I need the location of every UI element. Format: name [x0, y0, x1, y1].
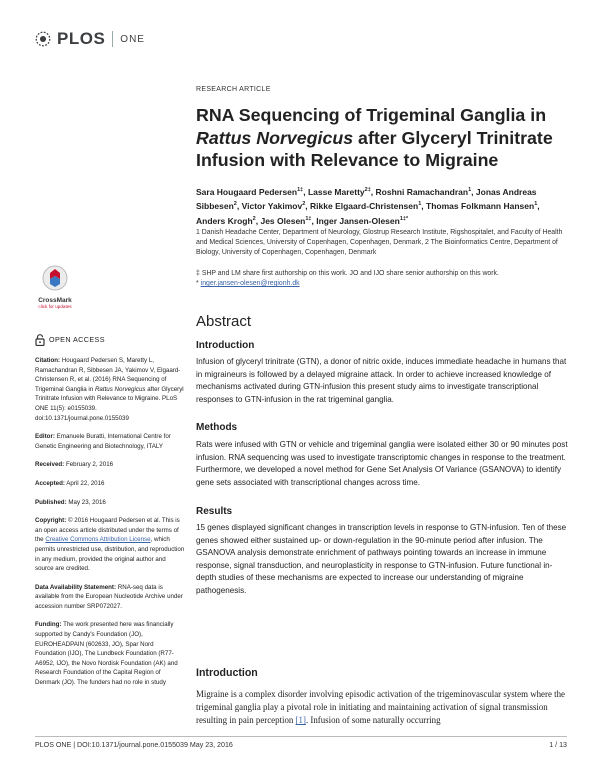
author-name [310, 201, 421, 211]
author-name-text: Lasse Maretty [307, 186, 365, 197]
author-name-text: Roshni Ramachandran [375, 186, 469, 197]
title-pre: RNA Sequencing of Trigeminal Ganglia in [196, 105, 547, 125]
author-name [196, 216, 256, 226]
intro-text-pre: Migraine is a complex disorder involving episodic activation of the trigeminovascular system where the trigeminal ganglia play a pivotal role in initiating and maintaining activation of signal transmission resulting in pain perception [196, 689, 565, 725]
published-label: Published: [35, 498, 67, 506]
author-name [260, 216, 311, 226]
citation-text-pre: Hougaard Pedersen S, Maretty L, Ramachandran R, Sibbesen JA, Yakimov V, Elgaard-Christensen R, et al. (2016) RNA Sequencing of Trigeminal Ganglia in [35, 357, 181, 393]
author-name [376, 187, 472, 197]
crossmark-badge[interactable] [35, 265, 75, 309]
open-access-label: OPEN ACCESS [49, 335, 105, 345]
abstract-introduction-text: Infusion of glyceryl trinitrate (GTN), a donor of nitric oxide, induces immediate headache in humans that in migraineurs is followed by a delayed migraine attack. In order to achieve increased knowledge of mechanisms activated during GTN-infusion this present study aims to investigate transcriptional responses to GTN-infusion in the rat trigeminal ganglia. [196, 357, 567, 404]
author-affiliation-marker: 1‡* [399, 215, 409, 222]
author-notes [196, 269, 568, 289]
plos-logo-icon [34, 30, 52, 48]
title-post: after Glyceryl Trinitrate Infusion with Relevance to Migraine [196, 127, 553, 170]
copyright-label: Copyright: [35, 517, 67, 525]
article-title [196, 104, 568, 172]
author-name-text: Inger Jansen-Olesen [316, 215, 400, 226]
footer-citation: PLOS ONE | DOI:10.1371/journal.pone.0155039 May 23, 2016 [35, 741, 233, 749]
journal-name: ONE [120, 33, 145, 45]
abstract-results-heading: Results [196, 506, 233, 517]
accepted-date: April 22, 2016 [64, 479, 105, 487]
author-name-text: Victor Yakimov [241, 201, 303, 212]
article-metadata-sidebar [35, 334, 185, 697]
crossmark-label: CrossMark [38, 297, 72, 304]
author-affiliation-marker: 1 [534, 201, 538, 208]
copyright-text-post: , which permits unrestricted use, distribution, and reproduction in any medium, provided the original author and source are credited. [35, 536, 185, 573]
citation-label: Citation: [35, 357, 61, 364]
plos-one-logo[interactable] [34, 29, 145, 49]
author-affiliation-marker: 2 [302, 201, 306, 208]
author-name [316, 216, 408, 226]
author-name [196, 187, 303, 197]
author-list: Sara Hougaard Pedersen$^{1\ddagger}$, Lasse Maretty$^{2\ddagger}$, Roshni Ramachandran$^1$, Jonas Andreas Sibbesen$^2$, Victor Yakimov$^2$, Rikke Elgaard-Christensen$^1$, Thomas Folkmann Hansen$^1$, Anders Krogh$^2$, Jes Olesen$^{1\ddagger}$, Inger Jansen-Olesen$^{1\ddagger*}$ [196, 186, 540, 226]
introduction-heading: Introduction [196, 667, 258, 679]
crossmark-sub: click for updates [38, 304, 72, 309]
received-block [35, 460, 185, 470]
abstract-methods-heading: Methods [196, 422, 238, 433]
abstract-introduction-heading: Introduction [196, 340, 255, 351]
author-name [242, 201, 306, 211]
published-block [35, 498, 185, 508]
editor-label: Editor: [35, 433, 55, 441]
accepted-label: Accepted: [35, 479, 65, 487]
open-lock-icon [35, 334, 45, 346]
accepted-block [35, 479, 185, 489]
author-name [308, 187, 371, 197]
author-affiliation-marker: 1‡ [305, 215, 312, 222]
author-affiliation-marker: 2‡ [364, 187, 371, 193]
author-affiliation-marker: 1 [468, 187, 472, 193]
citation-block [35, 356, 185, 423]
author-name-text: Rikke Elgaard-Christensen [310, 201, 419, 212]
reference-link-1[interactable]: [1] [295, 715, 306, 725]
editor-text: Emanuele Buratti, International Centre for Genetic Engineering and Biotechnology, ITALY [35, 433, 171, 450]
author-affiliation-marker: 1 [418, 201, 422, 208]
data-availability-label: Data Availability Statement: [35, 583, 117, 591]
citation-text-italic: Rattus Norvegicus [94, 385, 146, 393]
citation-text-post: after Glyceryl Trinitrate Infusion with Relevance to Migraine. PLoS ONE 11(5): e0155039. doi:10.1371/journal.pone.0155039 [35, 385, 184, 422]
abstract-methods-text: Rats were infused with GTN or vehicle and trigeminal ganglia were isolated either 30 or 90 minutes post infusion. RNA sequencing was used to investigate transcriptomic changes in response to the treatment. Furthermore, we developed a novel method for Gene Set Analysis Of Variance (GSANOVA) to identify gene sets associated with transcriptional changes across time. [196, 440, 568, 487]
abstract-results-text: 15 genes displayed significant changes in transcription levels in response to GTN-infusion. Ten of these genes showed either sustained up- or down-regulation in the 90-minute period after infusion. The GSANOVA analysis demonstrate enrichment of pathways pointing towards an increase in immune response, signal transduction, and neuroplasticity in response to GTN-infusion. Future functional in-depth studies of these mechanisms are expected to increase our understanding of migraine pathogenesis. [196, 523, 567, 595]
author-name [426, 201, 537, 211]
open-access-badge [35, 334, 185, 346]
author-affiliation-marker: 1‡ [297, 187, 304, 193]
article-type: RESEARCH ARTICLE [196, 86, 271, 93]
funding-label: Funding: [35, 621, 62, 629]
author-affiliation-marker: 2 [233, 201, 237, 208]
abstract-heading: Abstract [196, 313, 252, 330]
affiliations: 1 Danish Headache Center, Department of Neurology, Glostrup Research Institute, Rigshospitalet, and Faculty of Health and Medical Sciences, University of Copenhagen, Copenhagen, Denmark, 2 The Bioinformatics Centre, Department of Biology, University of Copenhagen, Copenhagen, Denmark [196, 229, 563, 256]
published-date: May 23, 2016 [66, 498, 106, 506]
author-name-text: Jes Olesen [260, 215, 306, 226]
author-name-text: Anders Krogh [196, 215, 253, 226]
logo-divider [112, 31, 113, 47]
shared-authorship-text: SHP and LM share first authorship on this work. JO and IJO share senior authorship on this work. [201, 270, 499, 277]
note-symbol-asterisk: * [196, 280, 199, 287]
page-number: 1 / 13 [549, 741, 567, 749]
author-name-text: Thomas Folkmann Hansen [426, 201, 535, 212]
funding-text: The work presented here was financially supported by Candy's Foundation (JO), EUROHEADPAIN (602633, JO), Spar Nord Foundation (IJO), The Lundbeck Foundation (R77-A6952, IJO), the Novo Nordisk Foundation (AK) and Research Foundation of the Capital Region of Denmark (JO). The funders had no role in study [35, 621, 178, 687]
received-label: Received: [35, 461, 65, 469]
crossmark-icon [42, 265, 68, 291]
corresponding-author-note [196, 279, 568, 289]
title-italic: Rattus Norvegicus [196, 127, 354, 148]
copyright-text-pre: © 2016 Hougaard Pedersen et al. This is an open access article distributed under the terms of the [35, 517, 180, 544]
introduction-paragraph [196, 688, 568, 727]
author-affiliation-marker: 2 [252, 215, 256, 222]
note-symbol-double-dagger: ‡ [196, 270, 200, 277]
intro-text-post: . Infusion of some naturally occurring [305, 715, 441, 725]
author-name-text: Jonas Andreas Sibbesen [196, 186, 537, 212]
data-availability-text: RNA-seq data is available from the European Nucleotide Archive under accession number SRP072027. [35, 583, 183, 610]
brand-name: PLOS [57, 29, 106, 48]
license-link[interactable]: Creative Commons Attribution License [45, 536, 151, 544]
corresponding-email-link[interactable]: inger.jansen-olesen@regionh.dk [200, 280, 300, 287]
data-availability-block [35, 583, 185, 612]
shared-authorship-note [196, 269, 568, 279]
funding-block [35, 620, 185, 687]
received-date: February 2, 2016 [64, 461, 114, 469]
copyright-block [35, 516, 185, 574]
editor-block [35, 432, 185, 451]
author-name-text: Sara Hougaard Pedersen [196, 186, 298, 197]
page-footer [35, 736, 567, 749]
